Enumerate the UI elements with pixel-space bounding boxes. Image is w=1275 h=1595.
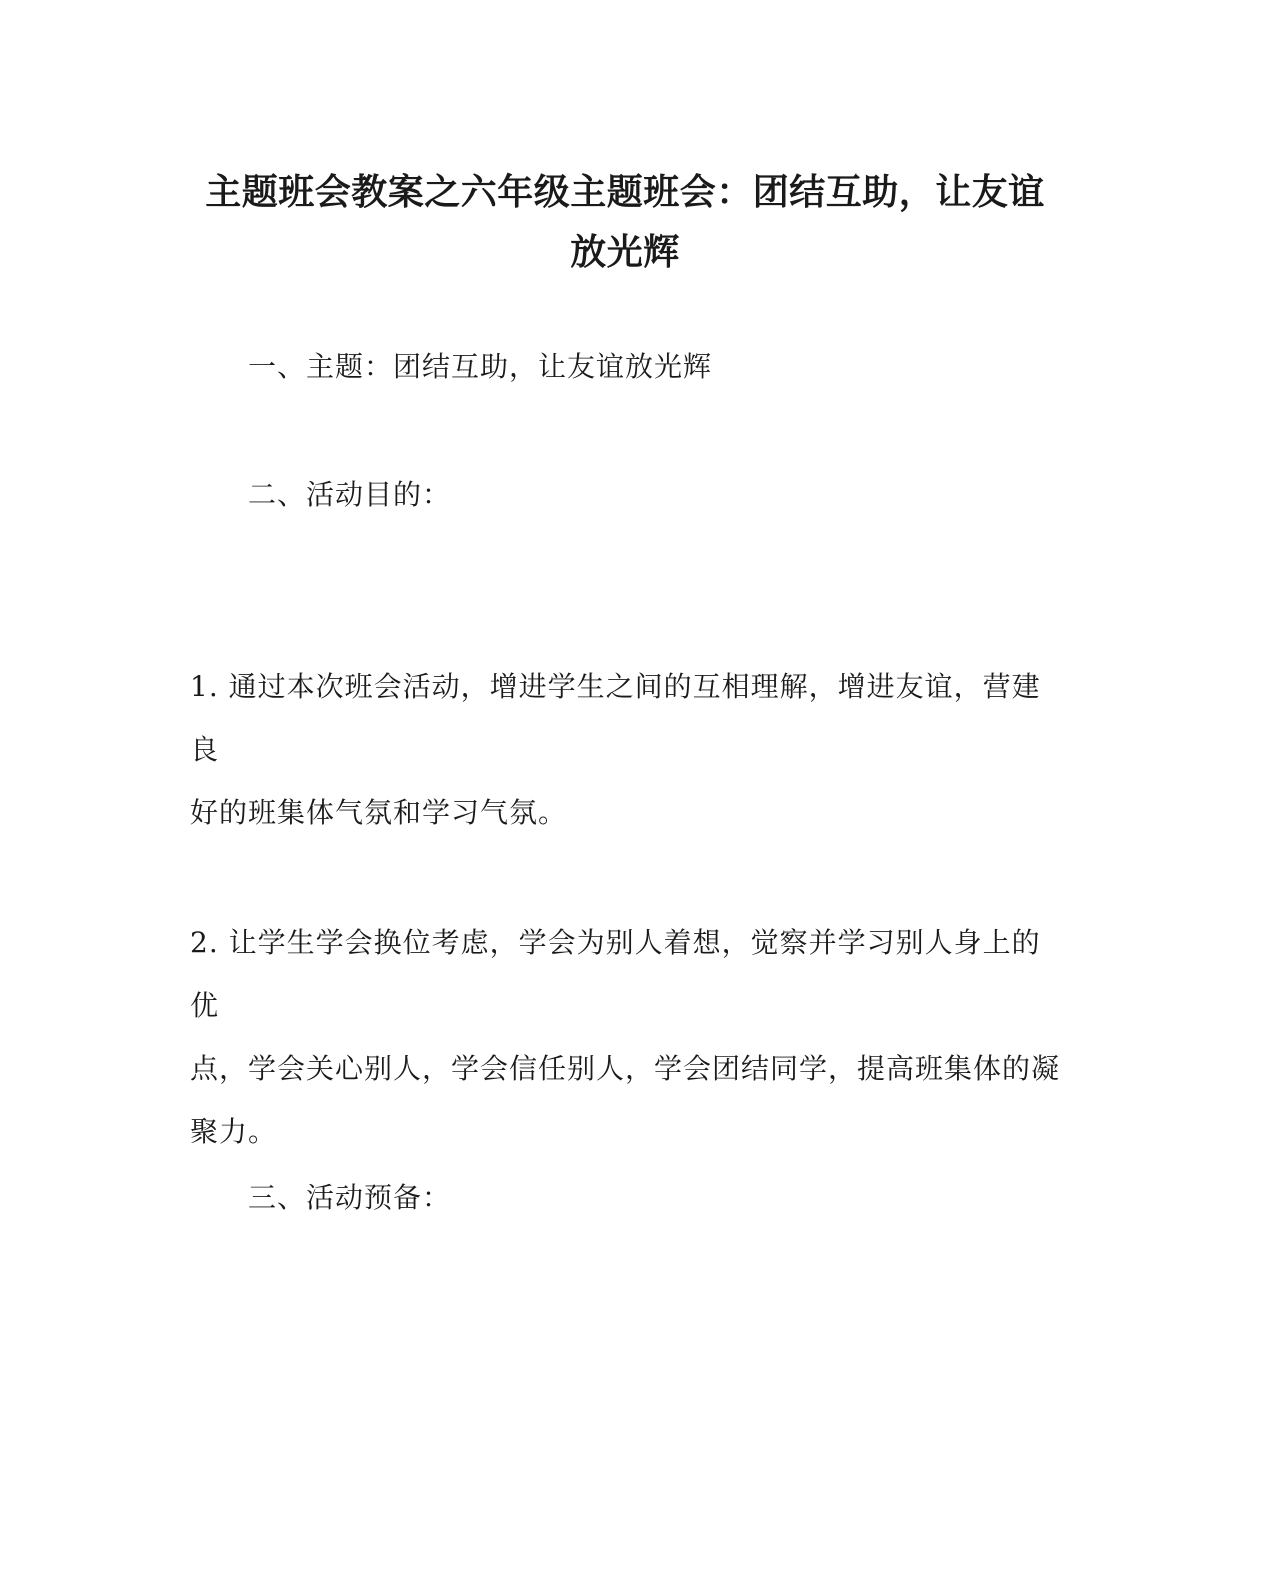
objective-item-2 <box>190 911 1060 1163</box>
objective-1-line-2: 好的班集体气氛和学习气氛。 <box>190 796 568 829</box>
section-2-text: 二、活动目的： <box>248 478 452 511</box>
title-line-2: 放光辉 <box>570 231 680 273</box>
title-line-1: 主题班会教案之六年级主题班会：团结互助，让友谊 <box>205 171 1045 213</box>
objective-item-1 <box>190 655 1060 844</box>
section-1-text: 一、主题：团结互助，让友谊放光辉 <box>248 350 713 383</box>
section-2-heading <box>190 463 1060 526</box>
section-3-text: 三、活动预备： <box>248 1181 452 1214</box>
section-3-heading <box>190 1166 1060 1229</box>
objective-2-line-1: 2. 让学生学会换位考虑，学会为别人着想，觉察并学习别人身上的优 <box>190 926 1041 1022</box>
document-title <box>190 162 1060 282</box>
section-1-topic <box>190 335 1060 398</box>
objective-1-line-1: 1. 通过本次班会活动，增进学生之间的互相理解，增进友谊，营建良 <box>190 670 1041 766</box>
objective-2-line-3: 聚力。 <box>190 1115 278 1148</box>
objective-2-line-2: 点，学会关心别人，学会信任别人，学会团结同学，提高班集体的凝 <box>190 1052 1061 1085</box>
